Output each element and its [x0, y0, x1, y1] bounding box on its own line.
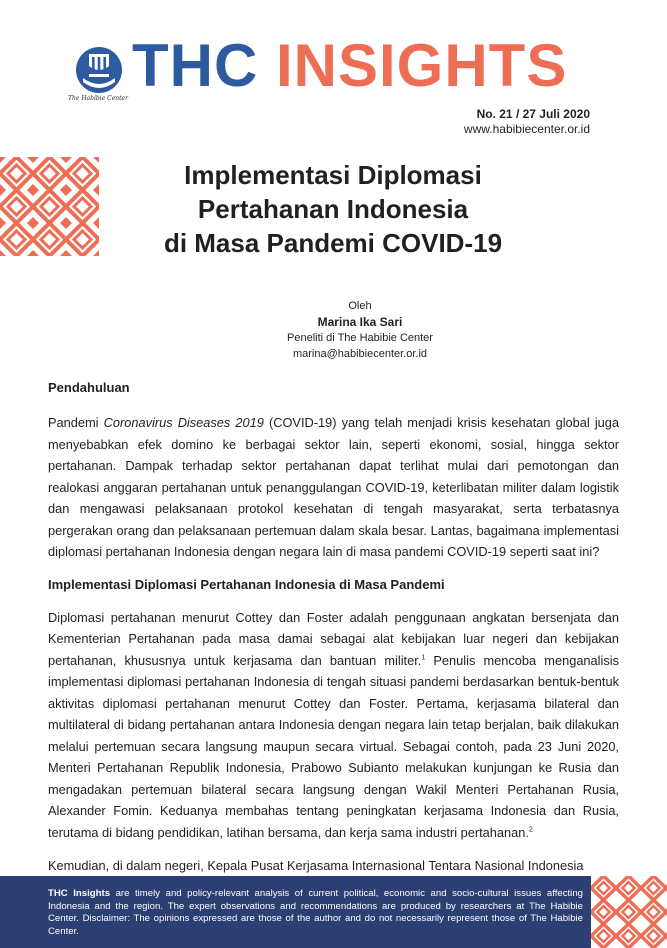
logo-caption: The Habibie Center — [68, 95, 128, 102]
habibie-center-logo-icon — [75, 44, 123, 96]
brand-insights: INSIGHTS — [275, 32, 568, 99]
section-text-b: Penulis mencoba menganalisis implementasi diplomasi pertahanan Indonesia di tengah situasi pandemi berdasarkan bentuk-bentuk aktivitas diplomasi pertahanan menurut Cottey dan Foster. Pertama, kerjasama bilateral dan multilateral di bidang pertahanan antara Indonesia dengan negara lain tetap berjalan, baik dilakukan melalui pertemuan secara langsung maupun secara virtual. Sebagai contoh, pada 23 Juni 2020, Menteri Pertahanan Republik Indonesia, Prabowo Subianto melakukan kunjungan ke Rusia dan mengadakan pertemuan bilateral secara langsung dengan Wakil Menteri Pertahanan Rusia, Alexander Fomin. Keduanya membahas tentang peningkatan kerjasama Indonesia dan Rusia, terutama di bidang pendidikan, latihan bersama, dan kerja sama industri pertahanan. — [48, 652, 619, 840]
author-role: Peneliti di The Habibie Center — [287, 332, 433, 344]
masthead — [132, 32, 568, 99]
intro-text-start: Pandemi — [48, 415, 104, 430]
title-line-2: Pertahanan Indonesia — [197, 194, 469, 224]
author-block — [230, 298, 490, 362]
author-by: Oleh — [348, 300, 372, 312]
issue-info — [464, 107, 590, 137]
footnote-ref-2[interactable]: 2 — [528, 826, 533, 834]
author-name: Marina Ika Sari — [317, 315, 403, 329]
decorative-pattern-left — [0, 157, 99, 256]
article-body — [48, 380, 619, 877]
footnote-ref-1[interactable]: 1 — [421, 654, 426, 662]
footer-text — [48, 888, 583, 938]
footer-banner — [0, 876, 667, 948]
article-title — [110, 158, 556, 260]
footer-body: are timely and policy-relevant analysis of current political, economic and socio-cultural issues affecting Indonesia and the region. The expert observations and recommendations are produced by researchers at The Habibie Center. Disclaimer: The opinions expressed are those of the author and do not necessarily represent those of The Habibie Center. — [48, 888, 583, 937]
intro-heading: Pendahuluan — [48, 380, 130, 395]
section-paragraph-1 — [48, 607, 619, 844]
section-text-a: Diplomasi pertahanan menurut Cottey dan Foster adalah penggunaan angkatan bersenjata dan Kementerian Pertahanan pada masa damai sebagai alat kebijakan luar negeri dan kebijakan pertahanan, khususnya untuk kerjasama dan bantuan militer. — [48, 609, 619, 668]
footer-lead: THC Insights — [48, 888, 111, 899]
section-paragraph-2: Kemudian, di dalam negeri, Kepala Pusat Kerjasama Internasional Tentara Nasional Indonesia — [48, 858, 584, 873]
website-link[interactable]: www.habibiecenter.or.id — [463, 122, 590, 136]
issue-number: No. 21 / 27 Juli 2020 — [476, 107, 590, 121]
brand-thc: THC — [132, 32, 259, 99]
intro-text-rest: (COVID-19) yang telah menjadi krisis kesehatan global juga menyebabkan efek domino ke berbagai sektor lain, seperti ekonomi, sosial, hingga sektor pertahanan. Dampak terhadap sektor pertahanan dapat terlihat mulai dari pemotongan dan realokasi anggaran pertahanan untuk penanggulangan COVID-19, keterlibatan militer dalam logistik dan mengawasi pelaksanaan protokol kesehatan di tengah masyarakat, serta terbatasnya pergerakan orang dan pelaksanaan pertemuan dalam skala besar. Lantas, bagaimana implementasi diplomasi pertahanan Indonesia dengan negara lain di masa pandemi COVID-19 seperti saat ini? — [48, 415, 620, 559]
intro-paragraph — [48, 412, 619, 563]
intro-italic-term: Coronavirus Diseases 2019 — [103, 415, 264, 430]
decorative-pattern-right — [591, 876, 667, 948]
section-heading: Implementasi Diplomasi Pertahanan Indonesia di Masa Pandemi — [48, 576, 445, 592]
author-email[interactable]: marina@habibiecenter.or.id — [292, 348, 428, 360]
title-line-3: di Masa Pandemi COVID-19 — [163, 228, 503, 258]
title-line-1: Implementasi Diplomasi — [184, 160, 482, 190]
